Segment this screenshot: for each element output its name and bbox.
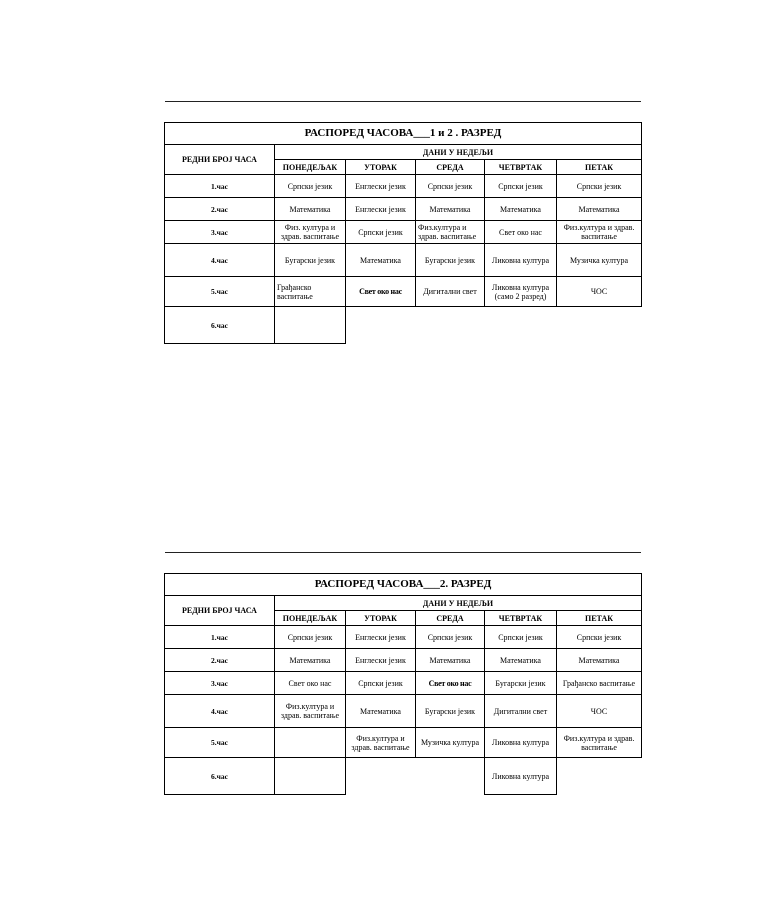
lesson-cell: Свет око нас [346,277,416,307]
lesson-cell [485,307,557,344]
table-row [165,277,642,307]
day-tuesday: УТОРАК [346,611,416,626]
separator-line [165,101,641,102]
lesson-cell [275,758,346,795]
lesson-cell [346,758,416,795]
lesson-cell: Ликовна култура [485,244,557,277]
lesson-cell: Бугарски језик [416,244,485,277]
lesson-cell: Дигитални свет [416,277,485,307]
lesson-cell: Математика [416,649,485,672]
day-tuesday: УТОРАК [346,160,416,175]
lesson-cell [275,307,346,344]
lesson-cell [346,307,416,344]
period-label: 4.час [165,695,275,728]
period-label: 5.час [165,728,275,758]
lesson-cell: Ликовна култура (само 2 разред) [485,277,557,307]
table-row [165,307,642,344]
lesson-cell: Српски језик [416,175,485,198]
lesson-cell: Српски језик [275,626,346,649]
period-label: 3.час [165,221,275,244]
lesson-cell: Српски језик [557,175,642,198]
lesson-cell: Свет око нас [275,672,346,695]
table-row [165,728,642,758]
period-label: 1.час [165,626,275,649]
period-label: 3.час [165,672,275,695]
lesson-cell: Енглески језик [346,175,416,198]
table-row [165,244,642,277]
lesson-cell: Математика [416,198,485,221]
separator-line [165,552,641,553]
day-thursday: ЧЕТВРТАК [485,611,557,626]
lesson-cell: ЧОС [557,277,642,307]
table-row [165,695,642,728]
day-wednesday: СРЕДА [416,611,485,626]
table-row [165,758,642,795]
lesson-cell: Физ.култура и здрав. васпитање [557,728,642,758]
days-header: ДАНИ У НЕДЕЉИ [275,596,642,611]
lesson-cell: Математика [485,198,557,221]
lesson-cell: Бугарски језик [485,672,557,695]
table-row [165,649,642,672]
lesson-cell [416,758,485,795]
lesson-cell: Музичка култура [416,728,485,758]
lesson-cell: Физ. култура и здрав. васпитање [275,221,346,244]
lesson-cell: Српски језик [557,626,642,649]
lesson-cell: Математика [485,649,557,672]
lesson-cell: Свет око нас [416,672,485,695]
lesson-cell: Математика [557,649,642,672]
period-label: 6.час [165,307,275,344]
lesson-cell [557,758,642,795]
lesson-cell: Математика [275,198,346,221]
lesson-cell: Музичка култура [557,244,642,277]
lesson-cell: Математика [557,198,642,221]
day-monday: ПОНЕДЕЉАК [275,611,346,626]
table-row [165,221,642,244]
row-number-header: РЕДНИ БРОЈ ЧАСА [165,145,275,175]
day-wednesday: СРЕДА [416,160,485,175]
period-label: 2.час [165,649,275,672]
table-row [165,175,642,198]
lesson-cell [557,307,642,344]
lesson-cell: Математика [346,244,416,277]
lesson-cell: Физ.култура и здрав. васпитање [346,728,416,758]
lesson-cell: Дигитални свет [485,695,557,728]
period-label: 4.час [165,244,275,277]
lesson-cell: Ликовна култура [485,728,557,758]
row-number-header: РЕДНИ БРОЈ ЧАСА [165,596,275,626]
lesson-cell: ЧОС [557,695,642,728]
lesson-cell: Бугарски језик [416,695,485,728]
lesson-cell: Математика [275,649,346,672]
lesson-cell: Бугарски језик [275,244,346,277]
schedule-table-2 [164,573,641,795]
lesson-cell: Математика [346,695,416,728]
day-friday: ПЕТАК [557,611,642,626]
table-row [165,198,642,221]
lesson-cell: Грађанско васпитање [275,277,346,307]
day-friday: ПЕТАК [557,160,642,175]
period-label: 5.час [165,277,275,307]
lesson-cell: Физ.култура и здрав. васпитање [557,221,642,244]
lesson-cell: Грађанско васпитање [557,672,642,695]
lesson-cell: Српски језик [346,672,416,695]
period-label: 6.час [165,758,275,795]
lesson-cell [416,307,485,344]
lesson-cell: Енглески језик [346,626,416,649]
schedule-table-1 [164,122,641,344]
table-row [165,626,642,649]
lesson-cell: Физ.култура и здрав. васпитање [275,695,346,728]
lesson-cell: Физ.култура и здрав. васпитање [416,221,485,244]
lesson-cell: Енглески језик [346,198,416,221]
lesson-cell: Енглески језик [346,649,416,672]
table-row [165,672,642,695]
schedule-title: РАСПОРЕД ЧАСОВА___2. РАЗРЕД [165,574,642,596]
lesson-cell: Српски језик [416,626,485,649]
lesson-cell: Српски језик [346,221,416,244]
lesson-cell: Ликовна култура [485,758,557,795]
days-header: ДАНИ У НЕДЕЉИ [275,145,642,160]
lesson-cell: Српски језик [275,175,346,198]
lesson-cell [275,728,346,758]
schedule-title: РАСПОРЕД ЧАСОВА___1 и 2 . РАЗРЕД [165,123,642,145]
day-monday: ПОНЕДЕЉАК [275,160,346,175]
lesson-cell: Српски језик [485,175,557,198]
period-label: 1.час [165,175,275,198]
lesson-cell: Свет око нас [485,221,557,244]
day-thursday: ЧЕТВРТАК [485,160,557,175]
period-label: 2.час [165,198,275,221]
lesson-cell: Српски језик [485,626,557,649]
